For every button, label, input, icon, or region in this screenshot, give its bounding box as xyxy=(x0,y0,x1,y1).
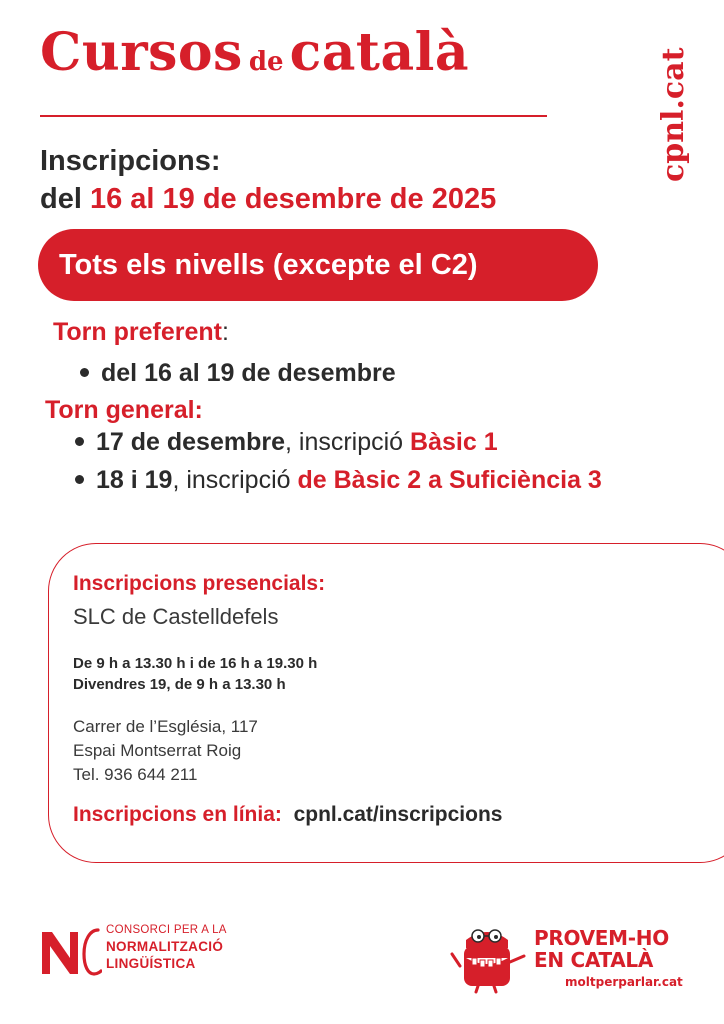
in-person-place: SLC de Castelldefels xyxy=(73,604,279,629)
online-registration xyxy=(73,803,502,827)
campaign-line-1: PROVEM-HO xyxy=(534,926,669,950)
cpnl-line-1: CONSORCI PER A LA xyxy=(106,924,227,936)
address-phone[interactable]: Tel. 936 644 211 xyxy=(73,765,198,784)
cpnl-line-2: NORMALITZACIÓ xyxy=(106,939,224,954)
in-person-heading: Inscripcions presencials: xyxy=(73,572,326,595)
cpnl-logo-icon xyxy=(40,926,102,976)
page-title xyxy=(40,22,469,83)
side-url-text[interactable]: cpnl.cat xyxy=(656,47,691,182)
bullet-icon xyxy=(75,437,84,446)
general-heading: Torn general: xyxy=(45,396,203,424)
title-divider xyxy=(40,115,547,117)
preferent-item-text: del 16 al 19 de desembre xyxy=(101,359,396,387)
general-item-2-level: de Bàsic 2 a Suficiència 3 xyxy=(297,466,602,494)
general-item-1 xyxy=(75,428,498,457)
registration-label: Inscripcions: xyxy=(40,145,221,177)
cpnl-logo[interactable] xyxy=(40,922,260,978)
general-item-1-level: Bàsic 1 xyxy=(410,428,498,456)
registration-dates xyxy=(40,142,496,218)
general-item-1-date: 17 de desembre xyxy=(96,428,285,456)
address-venue: Espai Montserrat Roig xyxy=(73,741,242,760)
preferent-heading xyxy=(53,318,229,347)
opening-hours-2: Divendres 19, de 9 h a 13.30 h xyxy=(73,676,286,693)
title-word-cursos: Cursos xyxy=(40,22,243,83)
general-item-2-mid: , inscripció xyxy=(172,466,298,494)
preferent-heading-text: Torn preferent xyxy=(53,318,222,346)
opening-hours-1: De 9 h a 13.30 h i de 16 h a 19.30 h xyxy=(73,655,318,672)
preferent-colon: : xyxy=(222,318,229,346)
general-item-2-date: 18 i 19 xyxy=(96,466,173,494)
general-item-2 xyxy=(75,466,602,495)
side-url[interactable] xyxy=(652,42,692,187)
title-word-de: de xyxy=(248,47,284,77)
cpnl-line-3: LINGÜÍSTICA xyxy=(106,956,196,971)
campaign-url[interactable]: moltperparlar.cat xyxy=(565,975,683,989)
campaign-logo[interactable] xyxy=(448,912,688,1002)
campaign-line-2: EN CATALÀ xyxy=(534,948,654,972)
online-label: Inscripcions en línia: xyxy=(73,803,282,826)
registration-date-line xyxy=(40,180,496,218)
general-item-1-mid: , inscripció xyxy=(285,428,411,456)
registration-prefix: del xyxy=(40,183,82,215)
title-word-catala: català xyxy=(289,22,470,83)
online-link[interactable]: cpnl.cat/inscripcions xyxy=(293,803,503,826)
mascot-icon xyxy=(448,912,530,994)
bullet-icon xyxy=(75,475,84,484)
bullet-icon xyxy=(80,368,89,377)
levels-banner-text: Tots els nivells (excepte el C2) xyxy=(59,249,478,281)
address-street: Carrer de l’Església, 117 xyxy=(73,717,258,736)
preferent-item xyxy=(80,359,396,388)
registration-range: 16 al 19 de desembre de 2025 xyxy=(89,183,497,215)
levels-banner xyxy=(38,229,598,301)
